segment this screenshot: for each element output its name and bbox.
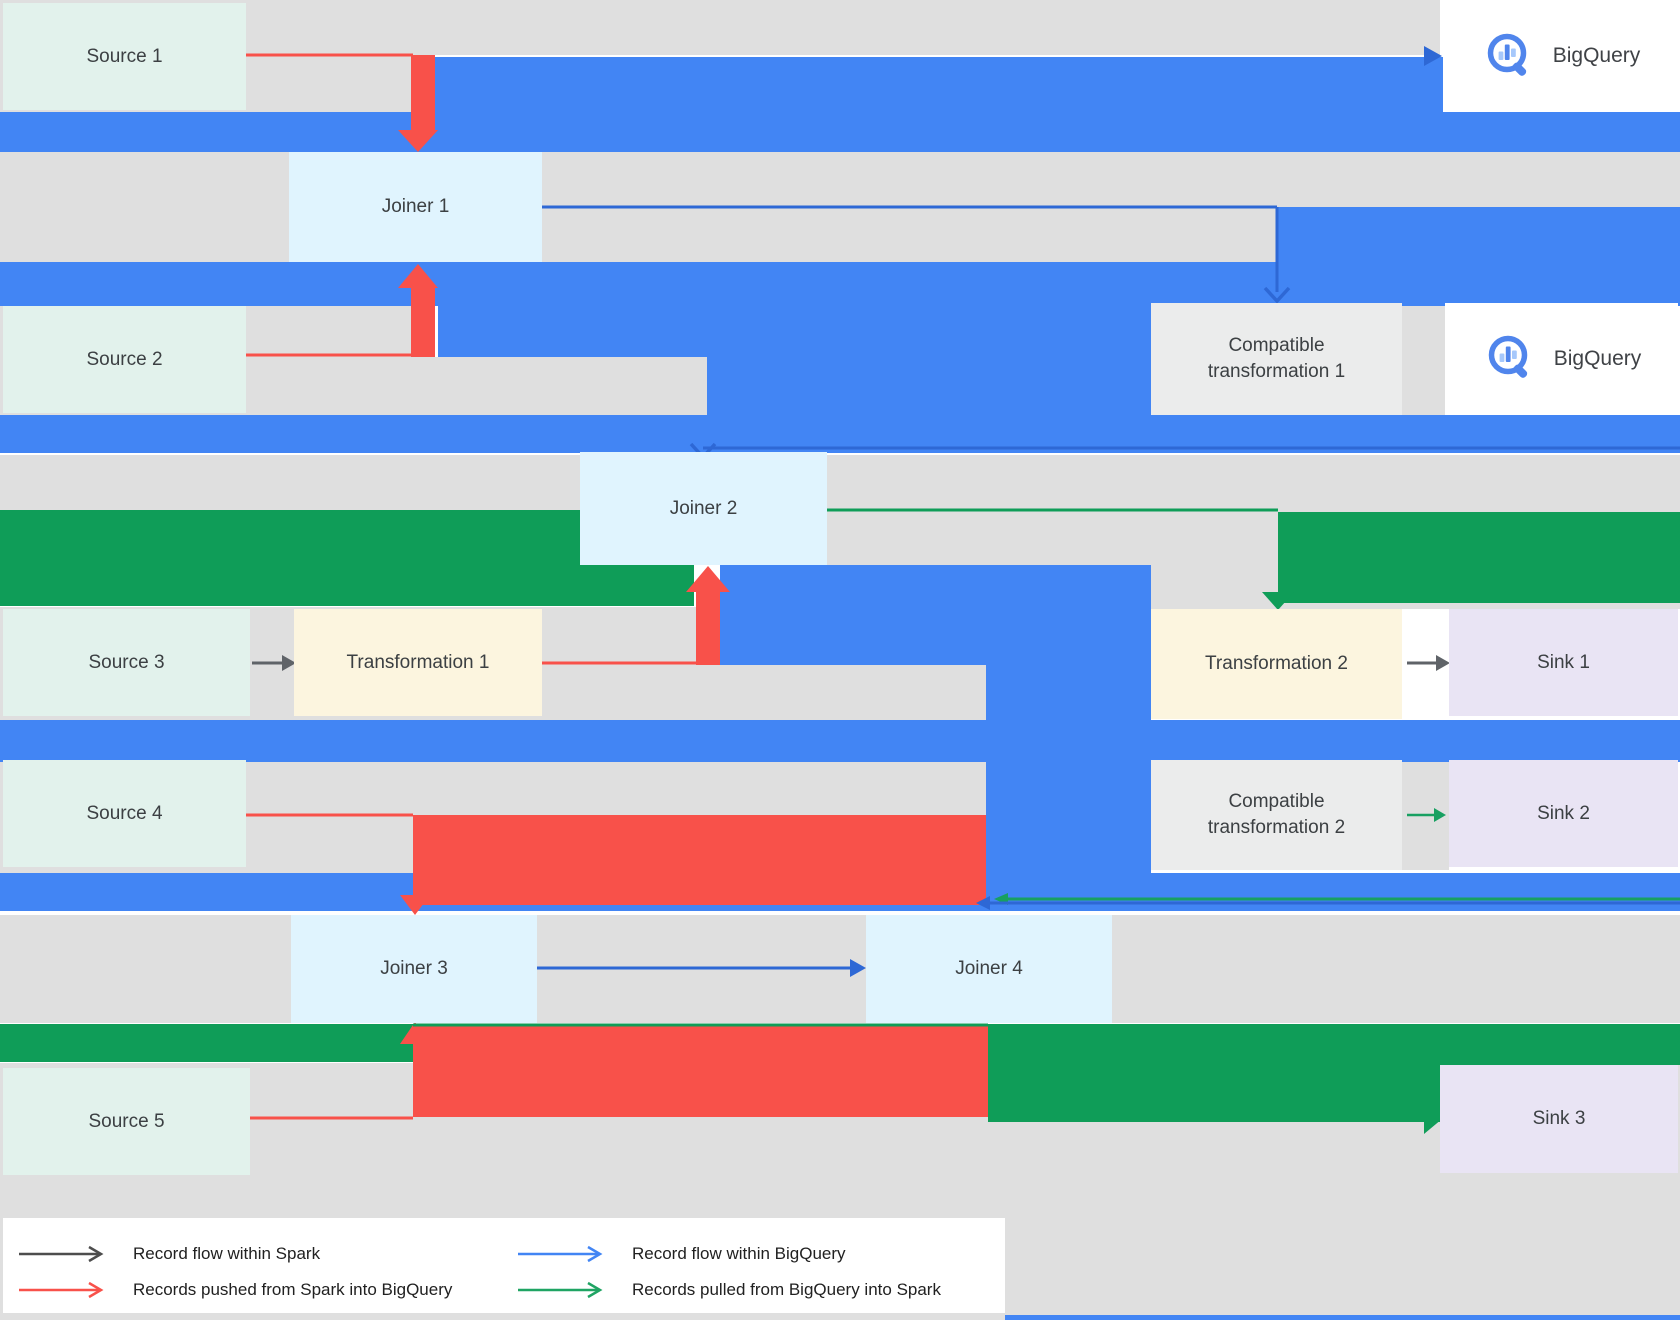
node-sink-3 bbox=[1440, 1065, 1678, 1173]
node-label: Source 5 bbox=[88, 1110, 165, 1132]
node-label: Sink 1 bbox=[1537, 651, 1590, 673]
legend bbox=[3, 1218, 1005, 1313]
pull-band bbox=[988, 1024, 1680, 1065]
node-bigquery-1 bbox=[1443, 3, 1678, 110]
node-label: Compatible transformation 1 bbox=[1207, 335, 1346, 382]
spark-arrow-icon bbox=[17, 1245, 113, 1263]
spark-lane bbox=[0, 455, 1680, 512]
bigquery-band bbox=[986, 665, 1151, 873]
node-label: Joiner 3 bbox=[380, 958, 448, 980]
node-source-5 bbox=[3, 1068, 250, 1175]
node-transformation-1 bbox=[294, 609, 542, 716]
bigquery-band bbox=[0, 720, 1680, 762]
legend-label: Record flow within BigQuery bbox=[632, 1244, 846, 1263]
spark-lane bbox=[1402, 303, 1445, 415]
node-sink-1 bbox=[1449, 609, 1678, 716]
node-source-1 bbox=[3, 3, 246, 110]
legend-item-spark-flow bbox=[17, 1244, 320, 1264]
node-compatible-transformation-2 bbox=[1151, 760, 1402, 870]
legend-item-push-flow bbox=[17, 1280, 452, 1300]
bigquery-band bbox=[707, 357, 1151, 415]
bigquery-band bbox=[1277, 207, 1680, 262]
node-joiner-3 bbox=[291, 915, 537, 1023]
node-label: Transformation 1 bbox=[346, 651, 490, 673]
node-source-2 bbox=[3, 306, 246, 413]
node-label: Transformation 2 bbox=[1205, 653, 1348, 675]
bigquery-band bbox=[0, 262, 1680, 306]
node-label: Sink 3 bbox=[1532, 1108, 1586, 1130]
node-sink-2 bbox=[1449, 760, 1678, 867]
bigquery-band bbox=[720, 565, 1151, 665]
node-label: Source 3 bbox=[88, 651, 165, 673]
spark-lane bbox=[0, 152, 1680, 207]
node-label: Joiner 4 bbox=[955, 958, 1023, 980]
legend-label: Records pulled from BigQuery into Spark bbox=[632, 1280, 941, 1299]
node-label: BigQuery bbox=[1552, 44, 1641, 68]
pull-band bbox=[0, 1024, 413, 1062]
legend-item-pull-flow bbox=[516, 1280, 941, 1300]
legend-label: Records pushed from Spark into BigQuery bbox=[133, 1280, 453, 1299]
pull-band bbox=[988, 1065, 1440, 1122]
bigquery-band bbox=[438, 306, 1151, 357]
pull-band bbox=[1278, 512, 1680, 603]
node-label: Source 4 bbox=[86, 802, 163, 824]
bigquery-band bbox=[1005, 1315, 1680, 1320]
bigquery-band bbox=[0, 415, 1680, 453]
bigquery-arrow-icon bbox=[516, 1245, 612, 1263]
bigquery-logo-icon bbox=[1481, 28, 1539, 86]
legend-label: Record flow within Spark bbox=[133, 1244, 321, 1263]
node-label: Source 1 bbox=[86, 45, 163, 67]
node-label: Joiner 2 bbox=[669, 497, 738, 519]
node-source-3 bbox=[3, 609, 250, 716]
push-arrow-icon bbox=[17, 1281, 113, 1299]
node-label: Compatible transformation 2 bbox=[1207, 791, 1346, 838]
spark-lane bbox=[1402, 760, 1449, 870]
node-joiner-1 bbox=[289, 152, 542, 262]
spark-lane bbox=[0, 915, 1680, 1023]
push-band bbox=[413, 1026, 988, 1117]
node-label: BigQuery bbox=[1553, 346, 1642, 370]
bigquery-band bbox=[0, 112, 1680, 152]
node-transformation-2 bbox=[1151, 609, 1402, 719]
node-source-4 bbox=[3, 760, 246, 867]
pull-arrow-icon bbox=[516, 1281, 612, 1299]
node-compatible-transformation-1 bbox=[1151, 303, 1402, 415]
node-label: Source 2 bbox=[86, 348, 163, 370]
node-label: Joiner 1 bbox=[381, 196, 450, 218]
legend-item-bigquery-flow bbox=[516, 1244, 846, 1264]
node-bigquery-2 bbox=[1445, 303, 1678, 415]
node-label: Sink 2 bbox=[1537, 802, 1590, 824]
spark-lane bbox=[0, 207, 1277, 262]
node-joiner-4 bbox=[866, 915, 1112, 1023]
bigquery-logo-icon bbox=[1482, 330, 1540, 388]
node-joiner-2 bbox=[580, 452, 827, 565]
push-band bbox=[413, 815, 986, 905]
